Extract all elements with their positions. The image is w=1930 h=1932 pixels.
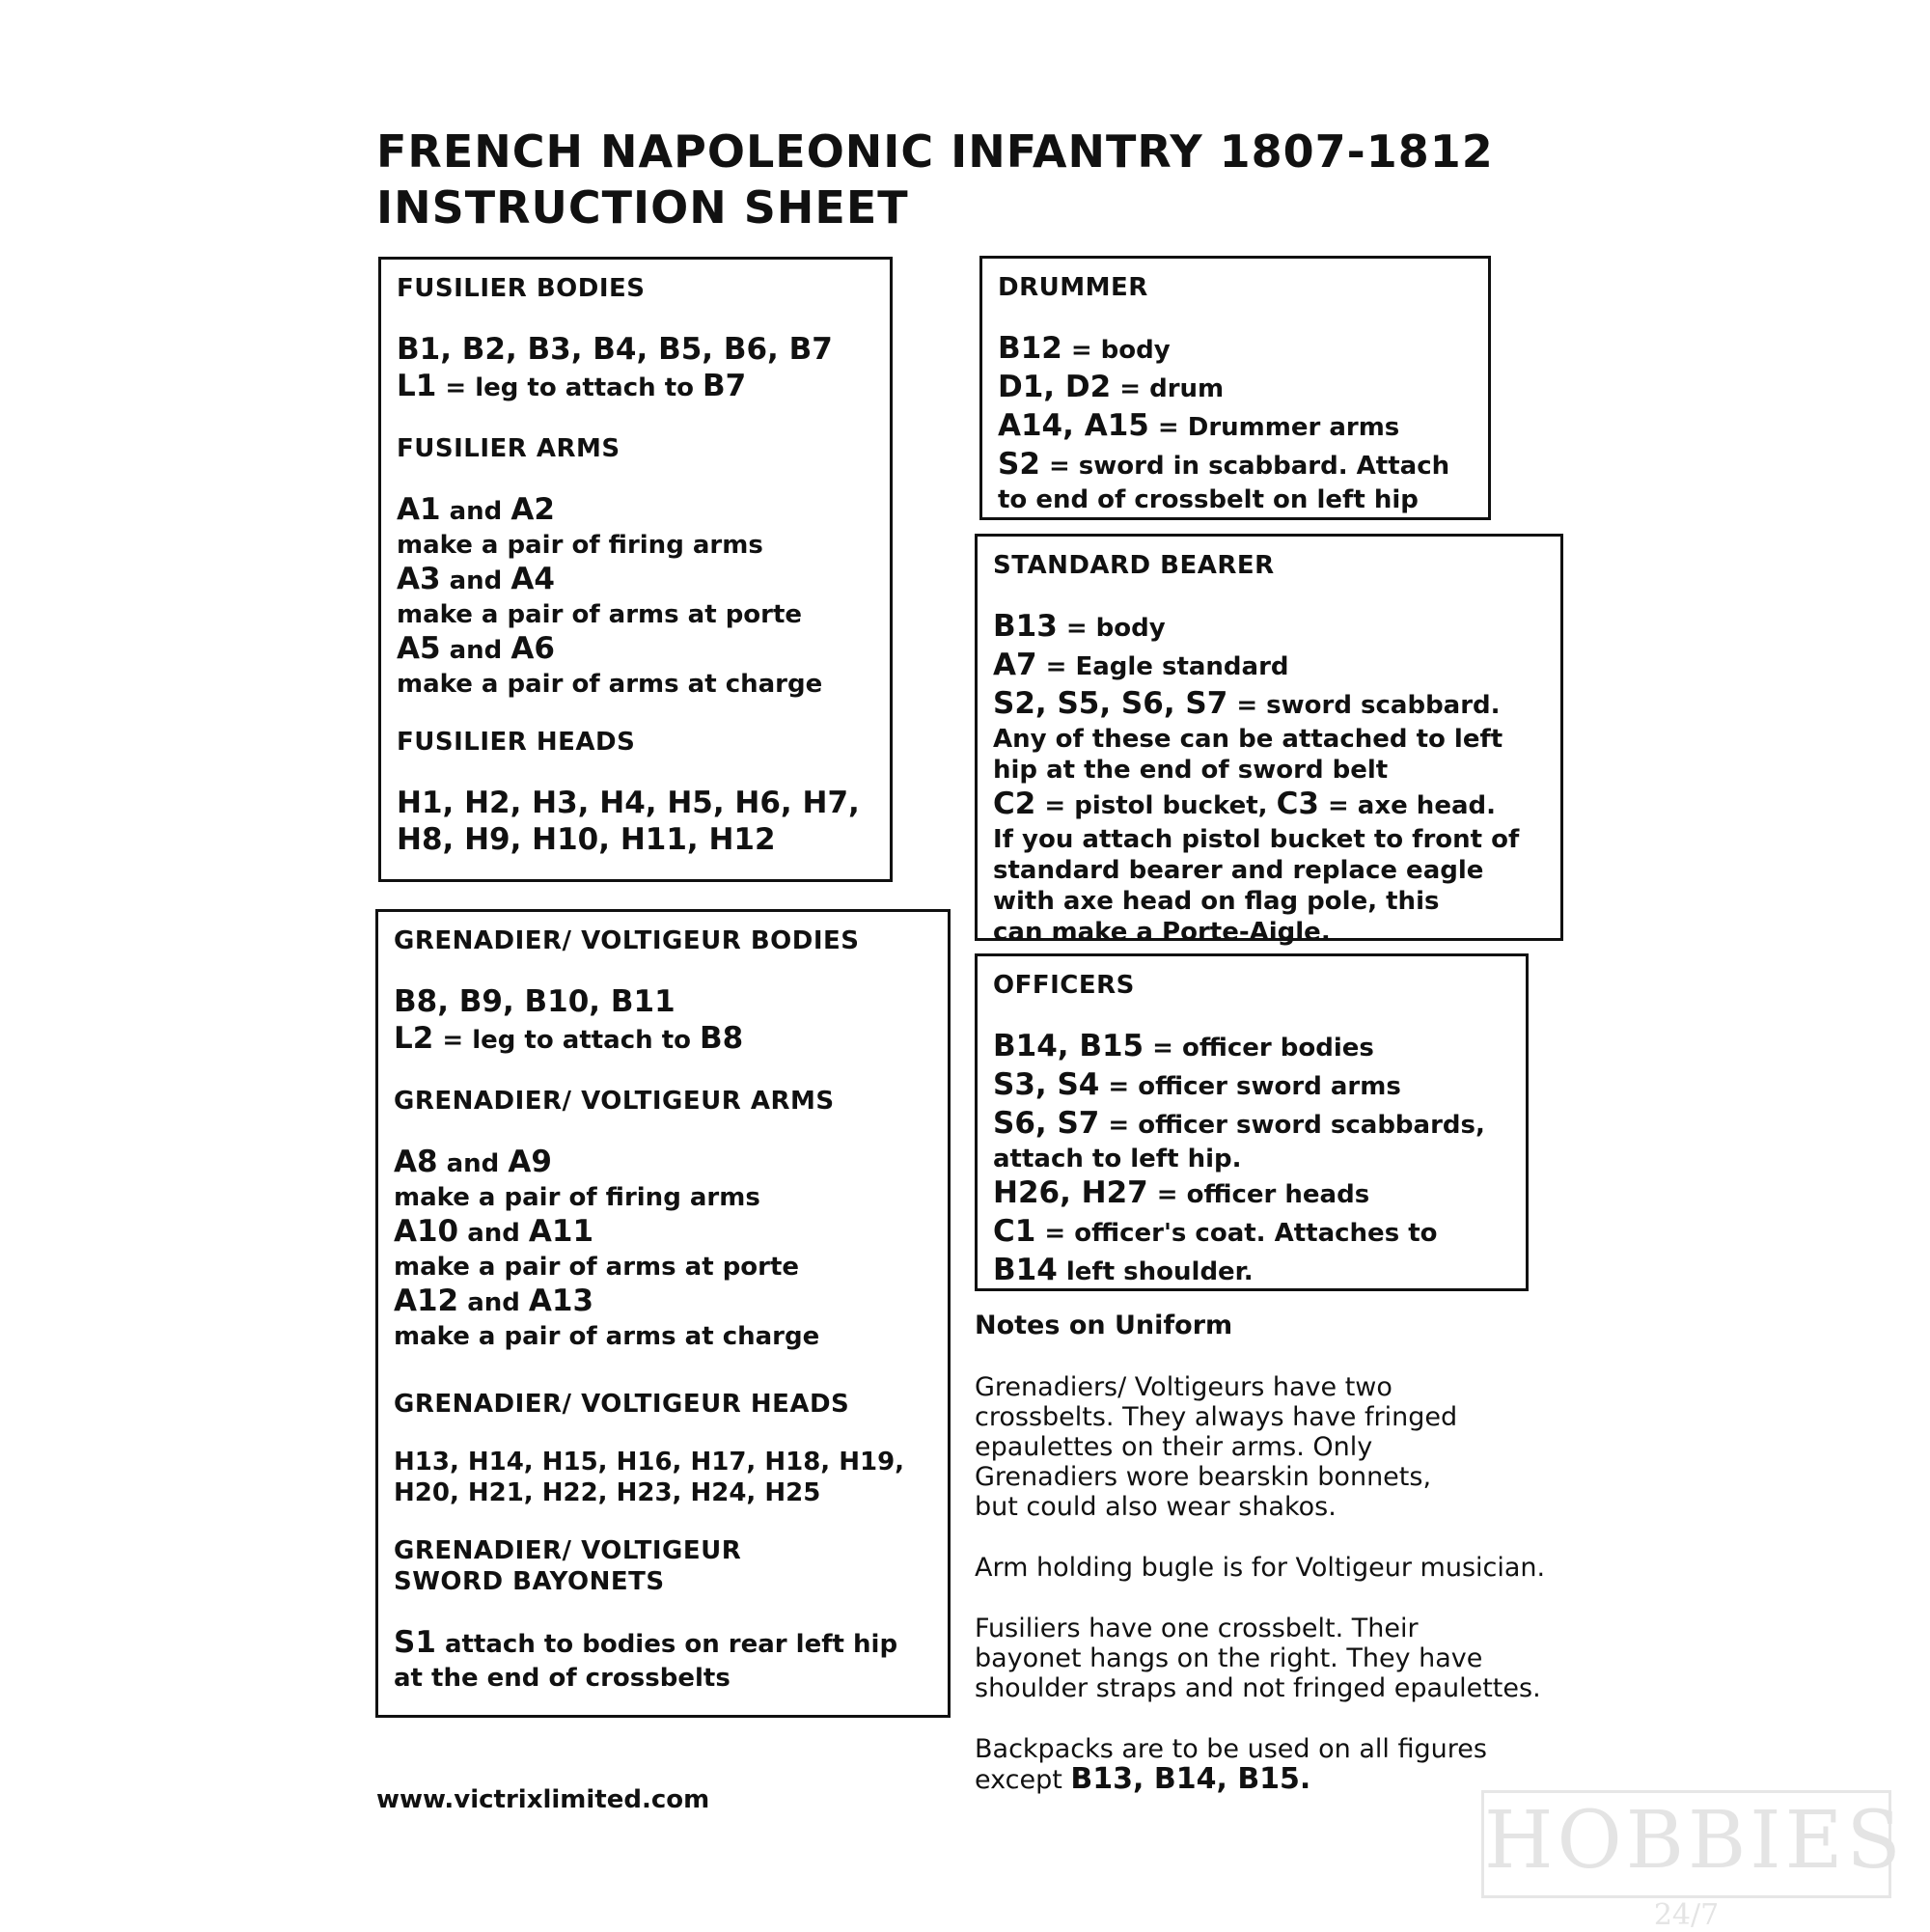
- grenadier-bayonets-heading: SWORD BAYONETS: [394, 1567, 665, 1596]
- notes-except: except: [975, 1765, 1071, 1795]
- sb-line: [993, 786, 1545, 824]
- bayonet-line: [394, 1624, 932, 1663]
- leg-target: B8: [700, 1021, 744, 1056]
- title-line-2: INSTRUCTION SHEET: [376, 181, 909, 234]
- officer-line: [993, 1028, 1510, 1066]
- notes-heading: Notes on Uniform: [975, 1311, 1233, 1340]
- grenadier-box: [375, 909, 951, 1718]
- leg-text: = leg to attach to: [436, 373, 703, 402]
- arm-pair: [397, 561, 874, 599]
- part-text: = officer sword arms: [1099, 1072, 1401, 1101]
- arm-code: A3: [397, 562, 441, 596]
- grenadier-heads-line: H13, H14, H15, H16, H17, H18, H19,: [394, 1448, 905, 1477]
- part-code: C2: [993, 787, 1036, 821]
- part-text: = axe head.: [1318, 791, 1496, 820]
- arm-desc: make a pair of firing arms: [397, 531, 763, 560]
- part-text: left shoulder.: [1057, 1257, 1254, 1286]
- page-title: [376, 124, 1494, 235]
- arm-desc: make a pair of arms at charge: [397, 670, 823, 699]
- part-code: B12: [998, 331, 1062, 366]
- part-text: = Drummer arms: [1148, 413, 1400, 442]
- sb-line: with axe head on flag pole, this: [993, 887, 1440, 916]
- sb-line: Any of these can be attached to left: [993, 725, 1503, 754]
- fusilier-box: [378, 257, 893, 882]
- notes-codes: B13, B14, B15.: [1070, 1762, 1311, 1796]
- part-code: C1: [993, 1214, 1036, 1249]
- sb-line: can make a Porte-Aigle.: [993, 918, 1331, 947]
- arm-desc: make a pair of arms at charge: [394, 1322, 820, 1351]
- sb-line: [993, 685, 1545, 724]
- grenadier-heads-line: H20, H21, H22, H23, H24, H25: [394, 1478, 821, 1507]
- arm-and: and: [458, 1219, 529, 1248]
- arm-code: A5: [397, 631, 441, 666]
- arm-desc: make a pair of firing arms: [394, 1183, 760, 1212]
- grenadier-bodies-list: B8, B9, B10, B11: [394, 984, 676, 1019]
- part-text: = officer bodies: [1144, 1034, 1374, 1063]
- arm-and: and: [437, 1149, 509, 1178]
- part-code: A14, A15: [998, 408, 1149, 443]
- officers-heading: OFFICERS: [993, 971, 1135, 1000]
- part-text: = officer's coat. Attaches to: [1035, 1219, 1438, 1248]
- part-text: = officer sword scabbards,: [1099, 1111, 1485, 1140]
- officer-line: [993, 1174, 1510, 1213]
- part-code: S2, S5, S6, S7: [993, 686, 1228, 721]
- part-text: = pistol bucket,: [1035, 791, 1277, 820]
- hobbies-watermark-logo: [1481, 1790, 1905, 1932]
- drummer-line: [998, 330, 1473, 369]
- arm-pair: [394, 1144, 932, 1182]
- arm-code: A10: [394, 1214, 459, 1249]
- grenadier-arms-heading: GRENADIER/ VOLTIGEUR ARMS: [394, 1087, 835, 1116]
- watermark-text: HOBBIES: [1484, 1795, 1905, 1887]
- sb-line: If you attach pistol bucket to front of: [993, 825, 1520, 854]
- website-link[interactable]: www.victrixlimited.com: [376, 1785, 710, 1814]
- arm-desc: make a pair of arms at porte: [397, 600, 803, 629]
- leg-text: = leg to attach to: [433, 1026, 701, 1055]
- watermark-subtext: 24/7: [1653, 1898, 1720, 1932]
- arm-and: and: [440, 566, 511, 595]
- part-code: H26, H27: [993, 1175, 1148, 1210]
- officer-line: [993, 1066, 1510, 1105]
- arm-code: A6: [510, 631, 555, 666]
- title-line-1: FRENCH NAPOLEONIC INFANTRY 1807-1812: [376, 125, 1494, 178]
- notes-paragraph-1: Grenadiers/ Voltigeurs have two crossbelts. They always have fringed epaulettes on their arms. Only Grenadiers wore bearskin bonnets, but could also wear shakos.: [975, 1372, 1458, 1522]
- officer-line: [993, 1105, 1510, 1144]
- arm-pair: [394, 1213, 932, 1252]
- arm-desc: make a pair of arms at porte: [394, 1253, 800, 1282]
- part-code: S6, S7: [993, 1106, 1100, 1141]
- notes-paragraph-4: Backpacks are to be used on all figures: [975, 1734, 1487, 1764]
- arm-pair: [397, 630, 874, 669]
- sb-line: standard bearer and replace eagle: [993, 856, 1484, 885]
- part-code: B14, B15: [993, 1029, 1144, 1063]
- arm-code: A11: [528, 1214, 594, 1249]
- drummer-box: [979, 256, 1491, 520]
- fusilier-bodies-heading: FUSILIER BODIES: [397, 274, 646, 303]
- arm-and: and: [440, 636, 511, 665]
- part-code: D1, D2: [998, 370, 1112, 404]
- part-text: = officer heads: [1147, 1180, 1370, 1209]
- drummer-last-line: to end of crossbelt on left hip: [998, 485, 1419, 514]
- sb-line: [993, 647, 1545, 685]
- arm-code: A2: [510, 492, 555, 527]
- fusilier-heads-heading: FUSILIER HEADS: [397, 728, 636, 757]
- part-code: C3: [1276, 787, 1319, 821]
- arm-pair: [397, 491, 874, 530]
- notes-paragraph-2: Arm holding bugle is for Voltigeur musician.: [975, 1553, 1546, 1583]
- sb-line: [993, 608, 1545, 647]
- drummer-line: [998, 407, 1473, 446]
- fusilier-heads-line: H8, H9, H10, H11, H12: [397, 822, 776, 857]
- sb-line: hip at the end of sword belt: [993, 756, 1389, 785]
- grenadier-bodies-heading: GRENADIER/ VOLTIGEUR BODIES: [394, 926, 860, 955]
- drummer-line: [998, 446, 1473, 484]
- arm-code: A8: [394, 1145, 438, 1179]
- part-text: = drum: [1111, 374, 1225, 403]
- standard-bearer-box: [975, 534, 1563, 947]
- drummer-heading: DRUMMER: [998, 273, 1148, 302]
- fusilier-arms-heading: FUSILIER ARMS: [397, 434, 620, 463]
- part-text: = body: [1062, 336, 1171, 365]
- arm-code: A1: [397, 492, 441, 527]
- grenadier-bayonets-heading: GRENADIER/ VOLTIGEUR: [394, 1536, 742, 1565]
- uniform-notes: [975, 1311, 1592, 1795]
- arm-code: A12: [394, 1283, 459, 1318]
- notes-paragraph-3: Fusiliers have one crossbelt. Their bayonet hangs on the right. They have shoulder straps and not fringed epaulettes.: [975, 1614, 1541, 1703]
- officers-box: [975, 953, 1529, 1291]
- arm-and: and: [458, 1288, 529, 1317]
- part-text: = body: [1057, 614, 1166, 643]
- part-code: B13: [993, 609, 1058, 644]
- grenadier-heads-heading: GRENADIER/ VOLTIGEUR HEADS: [394, 1390, 850, 1419]
- bayonet-line-2: at the end of crossbelts: [394, 1664, 731, 1693]
- arm-code: A4: [510, 562, 555, 596]
- arm-code: A9: [508, 1145, 552, 1179]
- standard-bearer-heading: STANDARD BEARER: [993, 551, 1275, 580]
- fusilier-bodies-list: B1, B2, B3, B4, B5, B6, B7: [397, 332, 833, 367]
- part-text: = sword in scabbard. Attach: [1039, 452, 1450, 481]
- part-code: S3, S4: [993, 1067, 1100, 1102]
- part-text: = sword scabbard.: [1227, 691, 1501, 720]
- officer-line: [993, 1252, 1510, 1290]
- bayonet-text: attach to bodies on rear left hip: [435, 1630, 898, 1659]
- part-code: S2: [998, 447, 1040, 482]
- part-code: A7: [993, 648, 1037, 682]
- leg-target: B7: [703, 369, 747, 403]
- drummer-line: [998, 369, 1473, 407]
- bayonet-code: S1: [394, 1625, 436, 1660]
- grenadier-leg-line: [394, 1020, 932, 1059]
- fusilier-heads-line: H1, H2, H3, H4, H5, H6, H7,: [397, 786, 860, 820]
- part-text: = Eagle standard: [1036, 652, 1289, 681]
- arm-and: and: [440, 497, 511, 526]
- fusilier-leg-line: [397, 368, 874, 406]
- arm-pair: [394, 1283, 932, 1321]
- leg-code: L2: [394, 1021, 434, 1056]
- arm-code: A13: [528, 1283, 594, 1318]
- leg-code: L1: [397, 369, 437, 403]
- officer-line: attach to left hip.: [993, 1145, 1242, 1173]
- officer-line: [993, 1213, 1510, 1252]
- part-code: B14: [993, 1253, 1058, 1287]
